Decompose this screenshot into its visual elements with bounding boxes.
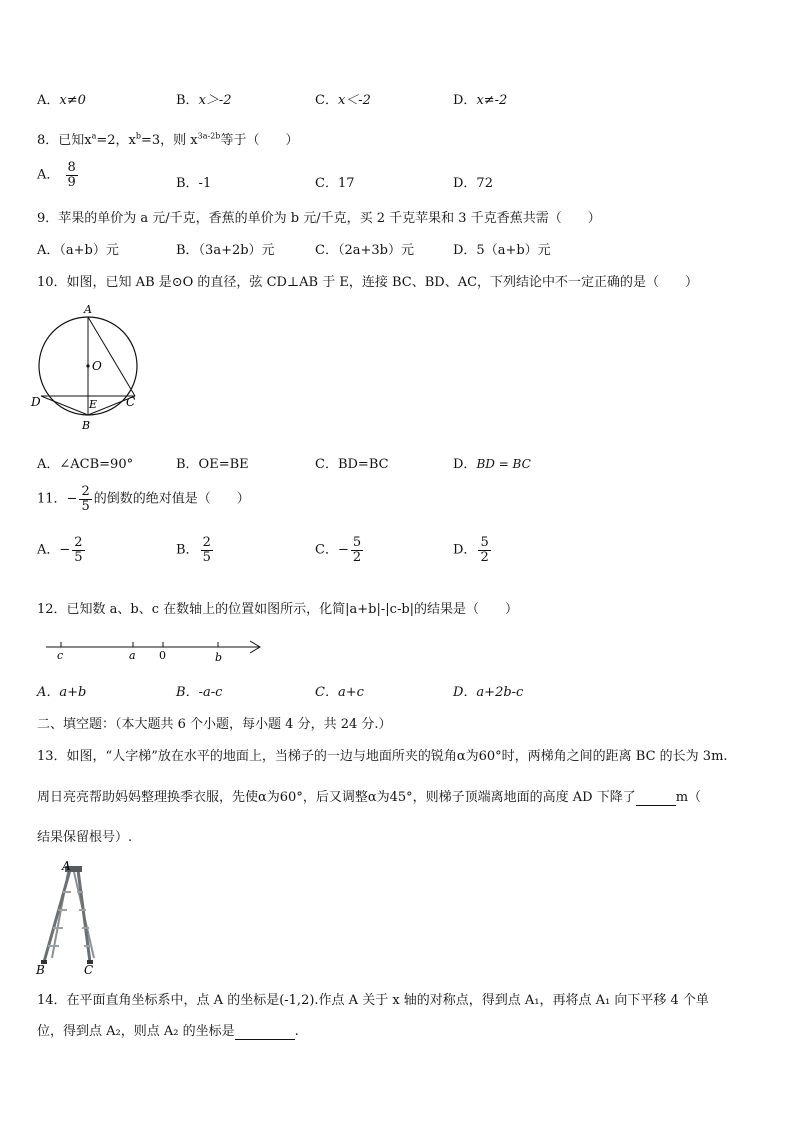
label-c: C: [84, 963, 94, 976]
q11-option-d: D． $\frac{5}{2}$: [453, 535, 489, 565]
center-point: [86, 364, 89, 367]
label-b: B: [36, 963, 45, 976]
q9-option-c: C．（2a+3b）元: [315, 243, 414, 258]
q10-stem: 10．如图，已知 AB 是⊙O 的直径，弦 CD⊥AB 于 E，连接 BC、BD、AC，下列结论中不一定正确的是（ ）: [37, 275, 699, 290]
q7-option-c: C．x＜-2: [315, 93, 371, 108]
q12-option-d: D．a+2b-c: [453, 685, 524, 700]
q8-stem: 8．已知$x^a=2$，$x^b=3$，则 $x^{3a-2b}$等于（ ）: [37, 131, 299, 148]
q11-option-a: A．− $\frac{2}{5}$: [37, 535, 83, 565]
circle-diagram: [30, 300, 145, 435]
q12-option-c: C．a+c: [315, 685, 364, 700]
number-line: [44, 636, 266, 666]
segment-ac: [88, 317, 135, 396]
q13-line1: 13．如图，“人字梯”放在水平的地面上，当梯子的一边与地面所夹的锐角α为60°时，两梯角之间的距离 BC 的长为 3m.: [37, 749, 728, 764]
q9-stem: 9．苹果的单价为 a 元/千克，香蕉的单价为 b 元/千克，买 2 千克苹果和 3 千克香蕉共需（ ）: [37, 211, 601, 226]
label-c: c: [57, 649, 64, 662]
q9-option-d: D．5（a+b）元: [453, 243, 551, 258]
arc-equation: BD = BC: [476, 457, 531, 471]
q8-option-d: D．72: [453, 176, 493, 191]
label-c: C: [126, 395, 136, 409]
q9-option-a: A．（a+b）元: [37, 243, 119, 258]
q8-option-a: A． $\frac{8}{9}$: [37, 160, 76, 190]
q14-line1: 14．在平面直角坐标系中，点 A 的坐标是(-1,2).作点 A 关于 x 轴的对称点，得到点 A₁，再将点 A₁ 向下平移 4 个单: [37, 993, 709, 1008]
label-a: A: [62, 859, 71, 873]
q7-option-b: B．x＞-2: [176, 93, 232, 108]
segment-bd: [41, 396, 88, 415]
fraction: $\frac{8}{9}$: [67, 160, 76, 190]
q10-option-c: C．BD=BC: [315, 457, 389, 472]
q11-option-b: B． $\frac{2}{5}$: [176, 535, 211, 565]
label-a: A: [84, 303, 92, 316]
ladder-rail: [78, 870, 90, 962]
label-zero: 0: [159, 649, 166, 662]
section-title: 二、填空题：（本大题共 6 个小题，每小题 4 分，共 24 分.）: [37, 717, 392, 732]
q13-line2: 周日亮亮帮助妈妈整理换季衣服，先使α为60°，后又调整α为45°，则梯子顶端离地面的高度 AD 下降了 m（: [37, 790, 702, 805]
q12-stem: 12．已知数 a、b、c 在数轴上的位置如图所示，化简|a+b|-|c-b|的结果是（ ）: [37, 602, 519, 617]
q7-option-d: D．x≠-2: [453, 93, 508, 108]
label-e: E: [89, 398, 98, 411]
q8-option-c: C．17: [315, 176, 355, 191]
answer-blank[interactable]: [235, 1024, 295, 1040]
q9-option-b: B．（3a+2b）元: [176, 243, 275, 258]
q12-option-a: A．a+b: [37, 685, 87, 700]
label-b: B: [82, 419, 91, 432]
label-d: D: [31, 395, 41, 409]
answer-blank[interactable]: [636, 790, 676, 806]
ladder-rail: [44, 870, 70, 962]
q8-option-b: B．-1: [176, 176, 212, 191]
q11-option-c: C．− $\frac{5}{2}$: [315, 535, 362, 565]
label-b: b: [215, 651, 223, 664]
q7-option-a: A．x≠0: [37, 93, 86, 108]
q14-line2: 位，得到点 A₂，则点 A₂ 的坐标是 .: [37, 1024, 299, 1039]
q10-option-b: B．OE=BE: [176, 457, 249, 472]
q10-option-a: A．∠ACB=90°: [37, 457, 134, 472]
q10-option-d: D．BD = BC: [453, 457, 531, 472]
q13-line3: 结果保留根号）.: [37, 830, 133, 845]
label-a: a: [129, 649, 136, 662]
q11-stem: 11．− $\frac{2}{5}$ 的倒数的绝对值是（ ）: [37, 484, 250, 514]
q12-option-b: B．-a-c: [176, 685, 223, 700]
ladder-figure: [32, 858, 112, 976]
label-o: O: [92, 359, 102, 373]
